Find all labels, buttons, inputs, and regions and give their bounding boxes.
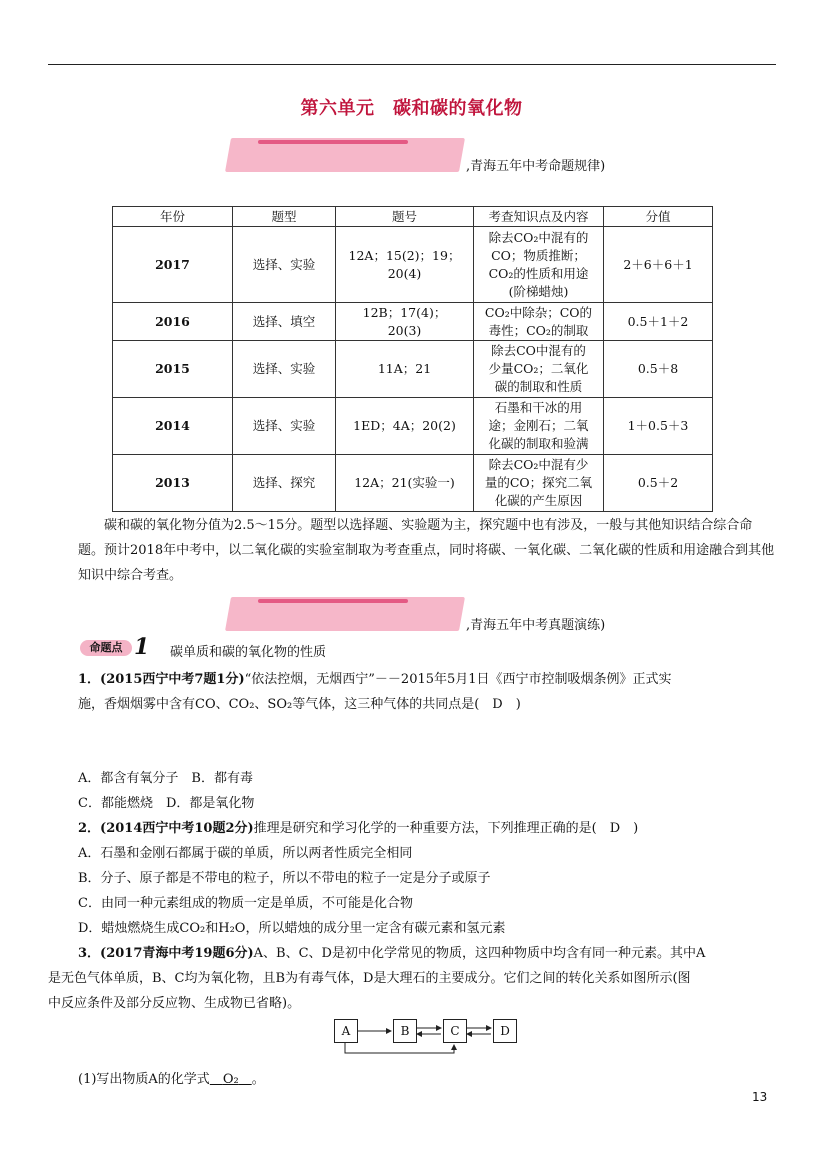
question-1-options-cd: C．都能燃烧 D．都是氧化物 bbox=[78, 796, 255, 811]
topic-tag-number: 1 bbox=[134, 634, 150, 660]
topic-tag bbox=[80, 634, 150, 660]
section-label-1: ,青海五年中考命题规律) bbox=[466, 159, 606, 174]
question-3-line-3: 中反应条件及部分反应物、生成物已省略)。 bbox=[48, 996, 301, 1011]
page-number: 13 bbox=[752, 1090, 768, 1104]
section-banner-2 bbox=[228, 597, 462, 631]
question-2-option-a: A．石墨和金刚石都属于碳的单质，所以两者性质完全相同 bbox=[78, 846, 413, 861]
cell-content: 石墨和干冰的用 途；金刚石；二氧 化碳的制取和验满 bbox=[474, 398, 604, 455]
cell-type: 选择、实验 bbox=[233, 398, 336, 455]
cell-number: 12A；15(2)；19； 20(4) bbox=[336, 227, 474, 303]
header-rule bbox=[48, 64, 776, 65]
page-title: 第六单元 碳和碳的氧化物 bbox=[300, 98, 523, 119]
table-row bbox=[113, 227, 713, 303]
topic-title: 碳单质和碳的氧化物的性质 bbox=[170, 645, 327, 660]
diagram-box-b: B bbox=[393, 1019, 417, 1043]
question-3-sub-1: (1)写出物质A的化学式 O₂ 。 bbox=[78, 1072, 265, 1087]
cell-year: 2015 bbox=[113, 341, 233, 398]
question-2-stem: 2．(2014西宁中考10题2分)推理是研究和学习化学的一种重要方法，下列推理正确的是( D ) bbox=[78, 821, 639, 836]
cell-year: 2017 bbox=[113, 227, 233, 303]
table-header-row bbox=[113, 207, 713, 227]
cell-type: 选择、实验 bbox=[233, 227, 336, 303]
cell-type: 选择、探究 bbox=[233, 455, 336, 512]
question-3-line-1: 3．(2017青海中考19题6分)A、B、C、D是初中化学常见的物质，这四种物质中均含有同一种元素。其中A bbox=[78, 946, 706, 961]
section-label-2: ,青海五年中考真题演练) bbox=[466, 618, 606, 633]
cell-content: 除去CO₂中混有的 CO；物质推断； CO₂的性质和用途 (阶梯蜡烛) bbox=[474, 227, 604, 303]
question-1-line-1: 1．(2015西宁中考7题1分)“依法控烟，无烟西宁”－－2015年5月1日《西宁市控制吸烟条例》正式实 bbox=[78, 672, 672, 687]
question-2-option-b: B．分子、原子都是不带电的粒子，所以不带电的粒子一定是分子或原子 bbox=[78, 871, 491, 886]
cell-score: 0.5＋8 bbox=[604, 341, 713, 398]
table-row bbox=[113, 455, 713, 512]
cell-number: 12A；21(实验一) bbox=[336, 455, 474, 512]
table-row bbox=[113, 341, 713, 398]
cell-score: 0.5＋2 bbox=[604, 455, 713, 512]
cell-content: 除去CO中混有的 少量CO₂；二氧化 碳的制取和性质 bbox=[474, 341, 604, 398]
question-3-line-2: 是无色气体单质，B、C均为氧化物，且B为有毒气体，D是大理石的主要成分。它们之间的转化关系如图所示(图 bbox=[48, 971, 691, 986]
question-1-line-2: 施，香烟烟雾中含有CO、CO₂、SO₂等气体，这三种气体的共同点是( D ) bbox=[78, 697, 521, 712]
answer-formula: O₂ bbox=[222, 1072, 239, 1087]
header-year: 年份 bbox=[113, 207, 233, 227]
table-row bbox=[113, 398, 713, 455]
cell-year: 2016 bbox=[113, 303, 233, 341]
cell-type: 选择、填空 bbox=[233, 303, 336, 341]
header-score: 分值 bbox=[604, 207, 713, 227]
cell-score: 0.5＋1＋2 bbox=[604, 303, 713, 341]
cell-content: 除去CO₂中混有少 量的CO；探究二氧 化碳的产生原因 bbox=[474, 455, 604, 512]
header-content: 考查知识点及内容 bbox=[474, 207, 604, 227]
exam-pattern-table bbox=[112, 206, 713, 512]
cell-number: 11A；21 bbox=[336, 341, 474, 398]
cell-year: 2014 bbox=[113, 398, 233, 455]
diagram-box-d: D bbox=[493, 1019, 517, 1043]
cell-score: 2＋6＋6＋1 bbox=[604, 227, 713, 303]
cell-type: 选择、实验 bbox=[233, 341, 336, 398]
cell-content: CO₂中除杂；CO的 毒性；CO₂的制取 bbox=[474, 303, 604, 341]
cell-year: 2013 bbox=[113, 455, 233, 512]
question-2-option-c: C．由同一种元素组成的物质一定是单质，不可能是化合物 bbox=[78, 896, 413, 911]
section-banner-1 bbox=[228, 138, 462, 172]
cell-number: 12B；17(4)； 20(3) bbox=[336, 303, 474, 341]
header-number: 题号 bbox=[336, 207, 474, 227]
question-2-option-d: D．蜡烛燃烧生成CO₂和H₂O，所以蜡烛的成分里一定含有碳元素和氢元素 bbox=[78, 921, 506, 936]
conversion-diagram bbox=[333, 1019, 523, 1059]
diagram-box-c: C bbox=[443, 1019, 467, 1043]
summary-paragraph: 碳和碳的氧化物分值为2.5～15分。题型以选择题、实验题为主，探究题中也有涉及，一般与其他知识结合综合命题。预计2018年中考中，以二氧化碳的实验室制取为考查重点，同时将碳、一氧化碳、二氧化碳的性质和用途融合到其他知识中综合考查。 bbox=[78, 518, 775, 583]
question-1-options-ab: A．都含有氧分子 B．都有毒 bbox=[78, 771, 253, 786]
table-row bbox=[113, 303, 713, 341]
topic-tag-label: 命题点 bbox=[80, 640, 132, 656]
header-type: 题型 bbox=[233, 207, 336, 227]
cell-score: 1＋0.5＋3 bbox=[604, 398, 713, 455]
cell-number: 1ED；4A；20(2) bbox=[336, 398, 474, 455]
diagram-box-a: A bbox=[334, 1019, 358, 1043]
